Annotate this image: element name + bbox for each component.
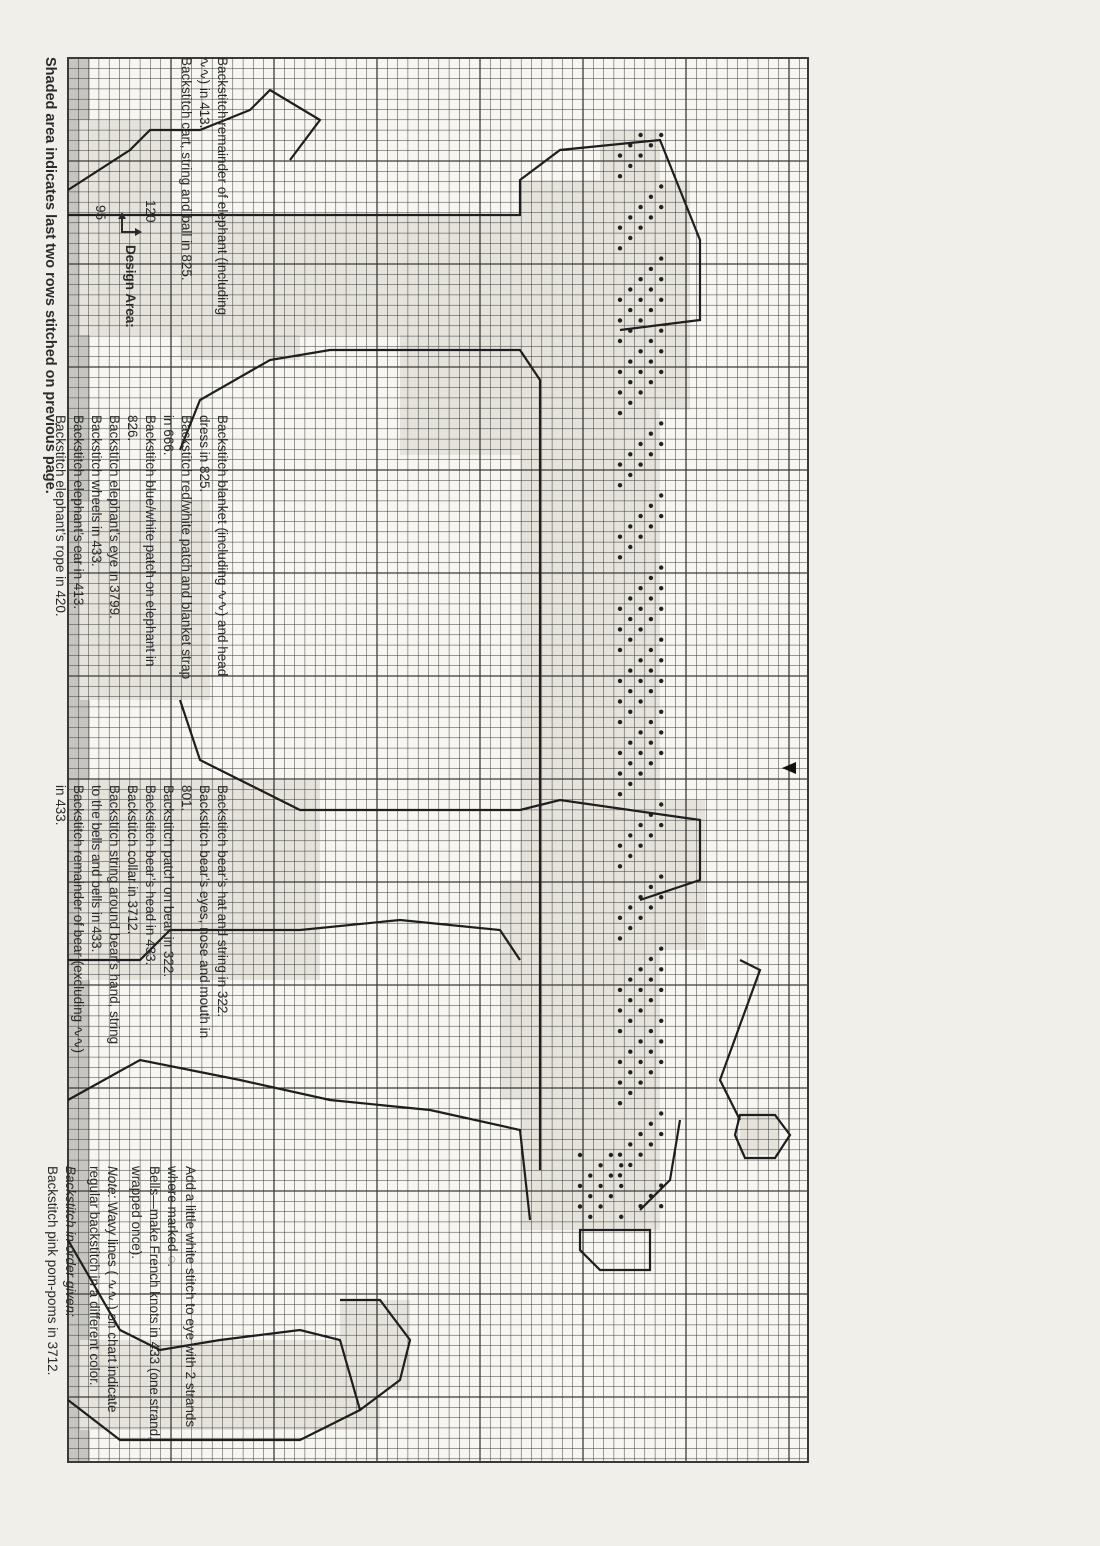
instruction-line: Backstitch elephant’s ear in 413. [71, 415, 86, 610]
stitch-symbol-dot [628, 473, 632, 477]
stitch-symbol-dot [638, 535, 642, 539]
stitch-symbol-dot [659, 205, 663, 209]
stitch-symbol-dot [659, 1132, 663, 1136]
motif-fill [200, 280, 300, 350]
stitch-symbol-dot [649, 287, 653, 291]
stitch-symbol-dot [628, 596, 632, 600]
stitch-symbol-dot [638, 771, 642, 775]
stitch-symbol-dot [618, 1101, 622, 1105]
stitch-symbol-dot [638, 751, 642, 755]
stitch-symbol-dot [649, 308, 653, 312]
stitch-symbol-dot [649, 143, 653, 147]
stitch-symbol-dot [659, 514, 663, 518]
stitch-symbol-dot [638, 226, 642, 230]
instruction-line: Bells—make French knots in 433 (one strand, [147, 1166, 162, 1440]
instruction-line: ∿∿) in 413. [197, 57, 212, 129]
stitch-symbol-dot [638, 658, 642, 662]
stitch-symbol-dot [609, 1194, 613, 1198]
stitch-symbol-dot [649, 504, 653, 508]
stitch-symbol-dot [638, 298, 642, 302]
stitch-symbol-dot [638, 586, 642, 590]
stitch-symbol-dot [618, 1029, 622, 1033]
stitch-symbol-dot [649, 689, 653, 693]
instruction-line: to the bells and bells in 433. [89, 785, 104, 953]
stitch-symbol-dot [649, 432, 653, 436]
stitch-symbol-dot [638, 514, 642, 518]
stitch-symbol-dot [659, 184, 663, 188]
stitch-symbol-dot [618, 462, 622, 466]
stitch-symbol-dot [638, 823, 642, 827]
stitch-symbol-dot [659, 1019, 663, 1023]
stitch-symbol-dot [649, 957, 653, 961]
stitch-symbol-dot [618, 720, 622, 724]
stitch-symbol-dot [649, 617, 653, 621]
stitch-symbol-dot [649, 998, 653, 1002]
stitch-symbol-dot [618, 226, 622, 230]
stitch-symbol-dot [638, 1153, 642, 1157]
stitch-symbol-dot [609, 1173, 613, 1177]
design-area-height: 120 [143, 200, 158, 223]
stitch-symbol-dot [609, 1153, 613, 1157]
instruction-line: Backstitch bear’s head in 433. [143, 785, 158, 966]
stitch-symbol-dot [649, 1142, 653, 1146]
stitch-symbol-dot [618, 936, 622, 940]
stitch-symbol-dot [649, 339, 653, 343]
stitch-symbol-dot [659, 1039, 663, 1043]
stitch-symbol-dot [628, 905, 632, 909]
stitch-symbol-dot [649, 905, 653, 909]
stitch-symbol-dot [628, 998, 632, 1002]
stitch-symbol-dot [649, 1122, 653, 1126]
stitch-symbol-dot [659, 967, 663, 971]
stitch-symbol-dot [659, 607, 663, 611]
stitch-symbol-dot [618, 607, 622, 611]
motif-fill [530, 1100, 640, 1210]
motif-fill [740, 1110, 780, 1155]
stitch-symbol-dot [618, 699, 622, 703]
stitch-symbol-dot [618, 411, 622, 415]
stitch-symbol-dot [578, 1204, 582, 1208]
stitch-symbol-dot [638, 370, 642, 374]
stitch-symbol-dot [598, 1163, 602, 1167]
stitch-symbol-dot [638, 844, 642, 848]
stitch-symbol-dot [628, 668, 632, 672]
stitch-symbol-dot [628, 164, 632, 168]
stitch-symbol-dot [628, 689, 632, 693]
stitch-symbol-dot [638, 133, 642, 137]
stitch-symbol-dot [649, 885, 653, 889]
instruction-line: Backstitch collar in 3712. [125, 785, 140, 935]
stitch-symbol-dot [638, 988, 642, 992]
stitch-symbol-dot [659, 1111, 663, 1115]
instruction-line: 826. [125, 415, 140, 442]
stitch-symbol-dot [649, 524, 653, 528]
stitch-symbol-dot [628, 977, 632, 981]
stitch-symbol-dot [649, 668, 653, 672]
stitch-symbol-dot [618, 1080, 622, 1084]
backstitch-heading: Backstitch in order given: [63, 1166, 78, 1317]
instruction-line: dress in 825. [197, 415, 212, 493]
motif-fill [80, 500, 210, 700]
stitch-symbol-dot [628, 617, 632, 621]
stitch-symbol-dot [618, 298, 622, 302]
stitch-symbol-dot [628, 1050, 632, 1054]
stitch-symbol-dot [619, 1184, 623, 1188]
instruction-line: Backstitch wheels in 433. [89, 415, 104, 567]
stitch-symbol-dot [659, 823, 663, 827]
stitch-symbol-dot [618, 988, 622, 992]
stitch-symbol-dot [649, 1070, 653, 1074]
stitch-symbol-dot [659, 133, 663, 137]
stitch-symbol-dot [649, 1050, 653, 1054]
instruction-line: Backstitch cart, string and ball in 825. [179, 57, 194, 281]
stitch-symbol-dot [618, 246, 622, 250]
stitch-symbol-dot [659, 256, 663, 260]
stitch-symbol-dot [618, 627, 622, 631]
instruction-line: Backstitch remainder of elephant (including [215, 57, 230, 316]
stitch-symbol-dot [618, 370, 622, 374]
instruction-line: Backstitch bear’s eyes, nose and mouth in [197, 785, 212, 1039]
instruction-line: Backstitch remainder of bear (excluding ∿∿) [71, 785, 86, 1053]
stitch-symbol-dot [659, 638, 663, 642]
stitch-symbol-dot [628, 761, 632, 765]
stitch-symbol-dot [618, 792, 622, 796]
instruction-line: Backstitch blue/white patch on elephant in [143, 415, 158, 667]
stitch-symbol-dot [618, 648, 622, 652]
motif-fill [80, 120, 170, 220]
stitch-symbol-dot [618, 483, 622, 487]
stitch-symbol-dot [618, 751, 622, 755]
stitch-symbol-dot [659, 730, 663, 734]
stitch-symbol-dot [628, 545, 632, 549]
stitch-symbol-dot [649, 215, 653, 219]
stitch-symbol-dot [618, 1060, 622, 1064]
instruction-line: Backstitch red/white patch and blanket strap [179, 415, 194, 680]
stitch-symbol-dot [628, 1070, 632, 1074]
stitch-symbol-dot [649, 359, 653, 363]
stitch-symbol-dot [649, 195, 653, 199]
stitch-symbol-dot [619, 1163, 623, 1167]
stitch-symbol-dot [628, 308, 632, 312]
stitch-symbol-dot [628, 236, 632, 240]
instruction-line: Backstitch string around bear’s hand, string [107, 785, 122, 1045]
stitch-symbol-dot [638, 627, 642, 631]
instruction-line: in 666. [161, 415, 176, 456]
stitch-symbol-dot [659, 421, 663, 425]
stitch-symbol-dot [638, 1080, 642, 1084]
stitch-symbol-dot [638, 1060, 642, 1064]
stitch-symbol-dot [659, 370, 663, 374]
stitch-symbol-dot [659, 710, 663, 714]
stitch-symbol-dot [649, 596, 653, 600]
stitch-symbol-dot [618, 339, 622, 343]
stitch-symbol-dot [638, 967, 642, 971]
stitch-symbol-dot [628, 1091, 632, 1095]
instruction-line: Backstitch elephant’s rope in 420. [53, 415, 68, 617]
instruction-line: in 433. [53, 785, 68, 826]
stitch-symbol-dot [659, 679, 663, 683]
stitch-symbol-dot [649, 576, 653, 580]
stitch-symbol-dot [659, 586, 663, 590]
stitch-symbol-dot [638, 1008, 642, 1012]
stitch-symbol-dot [649, 977, 653, 981]
note-text: Wavy lines ( ∿∿ ) on chart indicate [105, 1202, 120, 1413]
stitch-symbol-dot [659, 874, 663, 878]
stitch-symbol-dot [638, 153, 642, 157]
stitch-symbol-dot [598, 1184, 602, 1188]
stitch-symbol-dot [659, 1060, 663, 1064]
stitch-symbol-dot [659, 658, 663, 662]
stitch-symbol-dot [618, 153, 622, 157]
stitch-symbol-dot [618, 1173, 622, 1177]
stitch-symbol-dot [638, 349, 642, 353]
instruction-line: where marked ◌. [165, 1166, 180, 1268]
stitch-symbol-dot [649, 720, 653, 724]
stitch-symbol-dot [649, 267, 653, 271]
stitch-symbol-dot [578, 1184, 582, 1188]
stitch-symbol-dot [659, 751, 663, 755]
note-label: Note: [105, 1166, 120, 1199]
stitch-symbol-dot [618, 1153, 622, 1157]
stitch-symbol-dot [649, 761, 653, 765]
stitch-symbol-dot [618, 555, 622, 559]
stitch-symbol-dot [578, 1153, 582, 1157]
stitch-symbol-dot [618, 535, 622, 539]
stitch-symbol-dot [628, 710, 632, 714]
stitch-symbol-dot [628, 287, 632, 291]
stitch-symbol-dot [628, 782, 632, 786]
stitch-symbol-dot [659, 442, 663, 446]
stitch-symbol-dot [618, 864, 622, 868]
stitch-symbol-dot [618, 771, 622, 775]
stitch-symbol-dot [638, 679, 642, 683]
instruction-line: Backstitch elephant’s eye in 3799. [107, 415, 122, 619]
stitch-symbol-dot [638, 277, 642, 281]
stitch-symbol-dot [659, 565, 663, 569]
design-area-label: Design Area: [123, 245, 138, 328]
stitch-symbol-dot [628, 1163, 632, 1167]
stitch-symbol-dot [659, 1204, 663, 1208]
stitch-symbol-dot [638, 699, 642, 703]
stitch-symbol-dot [638, 1132, 642, 1136]
stitch-symbol-dot [628, 926, 632, 930]
stitch-symbol-dot [618, 1008, 622, 1012]
stitch-symbol-dot [628, 833, 632, 837]
stitch-symbol-dot [618, 679, 622, 683]
stitch-symbol-dot [659, 493, 663, 497]
stitch-symbol-dot [659, 349, 663, 353]
stitch-symbol-dot [659, 802, 663, 806]
stitch-symbol-dot [649, 452, 653, 456]
stitch-symbol-dot [659, 298, 663, 302]
instruction-line: Backstitch bear’s hat and string in 322. [215, 785, 230, 1018]
instruction-line: wrapped once). [129, 1166, 144, 1260]
stitch-symbol-dot [618, 174, 622, 178]
stitch-symbol-dot [659, 277, 663, 281]
stitch-symbol-dot [659, 329, 663, 333]
stitch-symbol-dot [649, 741, 653, 745]
stitch-symbol-dot [638, 607, 642, 611]
stitch-symbol-dot [649, 1029, 653, 1033]
stitch-symbol-dot [618, 916, 622, 920]
design-area-width: 95 [93, 205, 108, 221]
stitch-symbol-dot [649, 648, 653, 652]
stitch-symbol-dot [638, 318, 642, 322]
stitch-symbol-dot [649, 833, 653, 837]
stitch-symbol-dot [628, 380, 632, 384]
stitch-symbol-dot [588, 1194, 592, 1198]
stitch-symbol-dot [618, 390, 622, 394]
stitch-symbol-dot [628, 741, 632, 745]
instruction-line: Backstitch pink pom-poms in 3712. [45, 1166, 60, 1376]
stitch-symbol-dot [649, 380, 653, 384]
stitch-symbol-dot [638, 730, 642, 734]
stitch-symbol-dot [628, 215, 632, 219]
stitch-symbol-dot [638, 390, 642, 394]
shaded-area-note: Shaded area indicates last two rows stitched on previous page. [42, 57, 58, 494]
stitch-symbol-dot [628, 1142, 632, 1146]
stitch-symbol-dot [588, 1215, 592, 1219]
stitch-symbol-dot [628, 638, 632, 642]
stitch-symbol-dot [598, 1204, 602, 1208]
stitch-symbol-dot [628, 1019, 632, 1023]
motif-fill [80, 1340, 380, 1430]
stitch-symbol-dot [659, 947, 663, 951]
stitch-symbol-dot [628, 401, 632, 405]
stitch-symbol-dot [659, 988, 663, 992]
stitch-symbol-dot [628, 524, 632, 528]
instruction-line: Backstitch patch on bear in 322. [161, 785, 176, 978]
instruction-line: 801. [179, 785, 194, 812]
stitch-symbol-dot [628, 854, 632, 858]
stitch-symbol-dot [659, 895, 663, 899]
stitch-symbol-dot [619, 1215, 623, 1219]
stitch-symbol-dot [618, 844, 622, 848]
stitch-symbol-dot [628, 359, 632, 363]
instruction-line: Backstitch blanket (including ∿∿) and head [215, 415, 230, 677]
note-line: regular backstitch in a different color. [87, 1166, 102, 1386]
stitch-symbol-dot [638, 462, 642, 466]
stitch-symbol-dot [638, 442, 642, 446]
instruction-line: Add a little white stitch to eye with 2 strands [183, 1166, 198, 1428]
stitch-symbol-dot [638, 205, 642, 209]
stitch-symbol-dot [628, 452, 632, 456]
stitch-symbol-dot [638, 1039, 642, 1043]
stitch-symbol-dot [618, 318, 622, 322]
stitch-symbol-dot [588, 1173, 592, 1177]
stitch-symbol-dot [638, 916, 642, 920]
